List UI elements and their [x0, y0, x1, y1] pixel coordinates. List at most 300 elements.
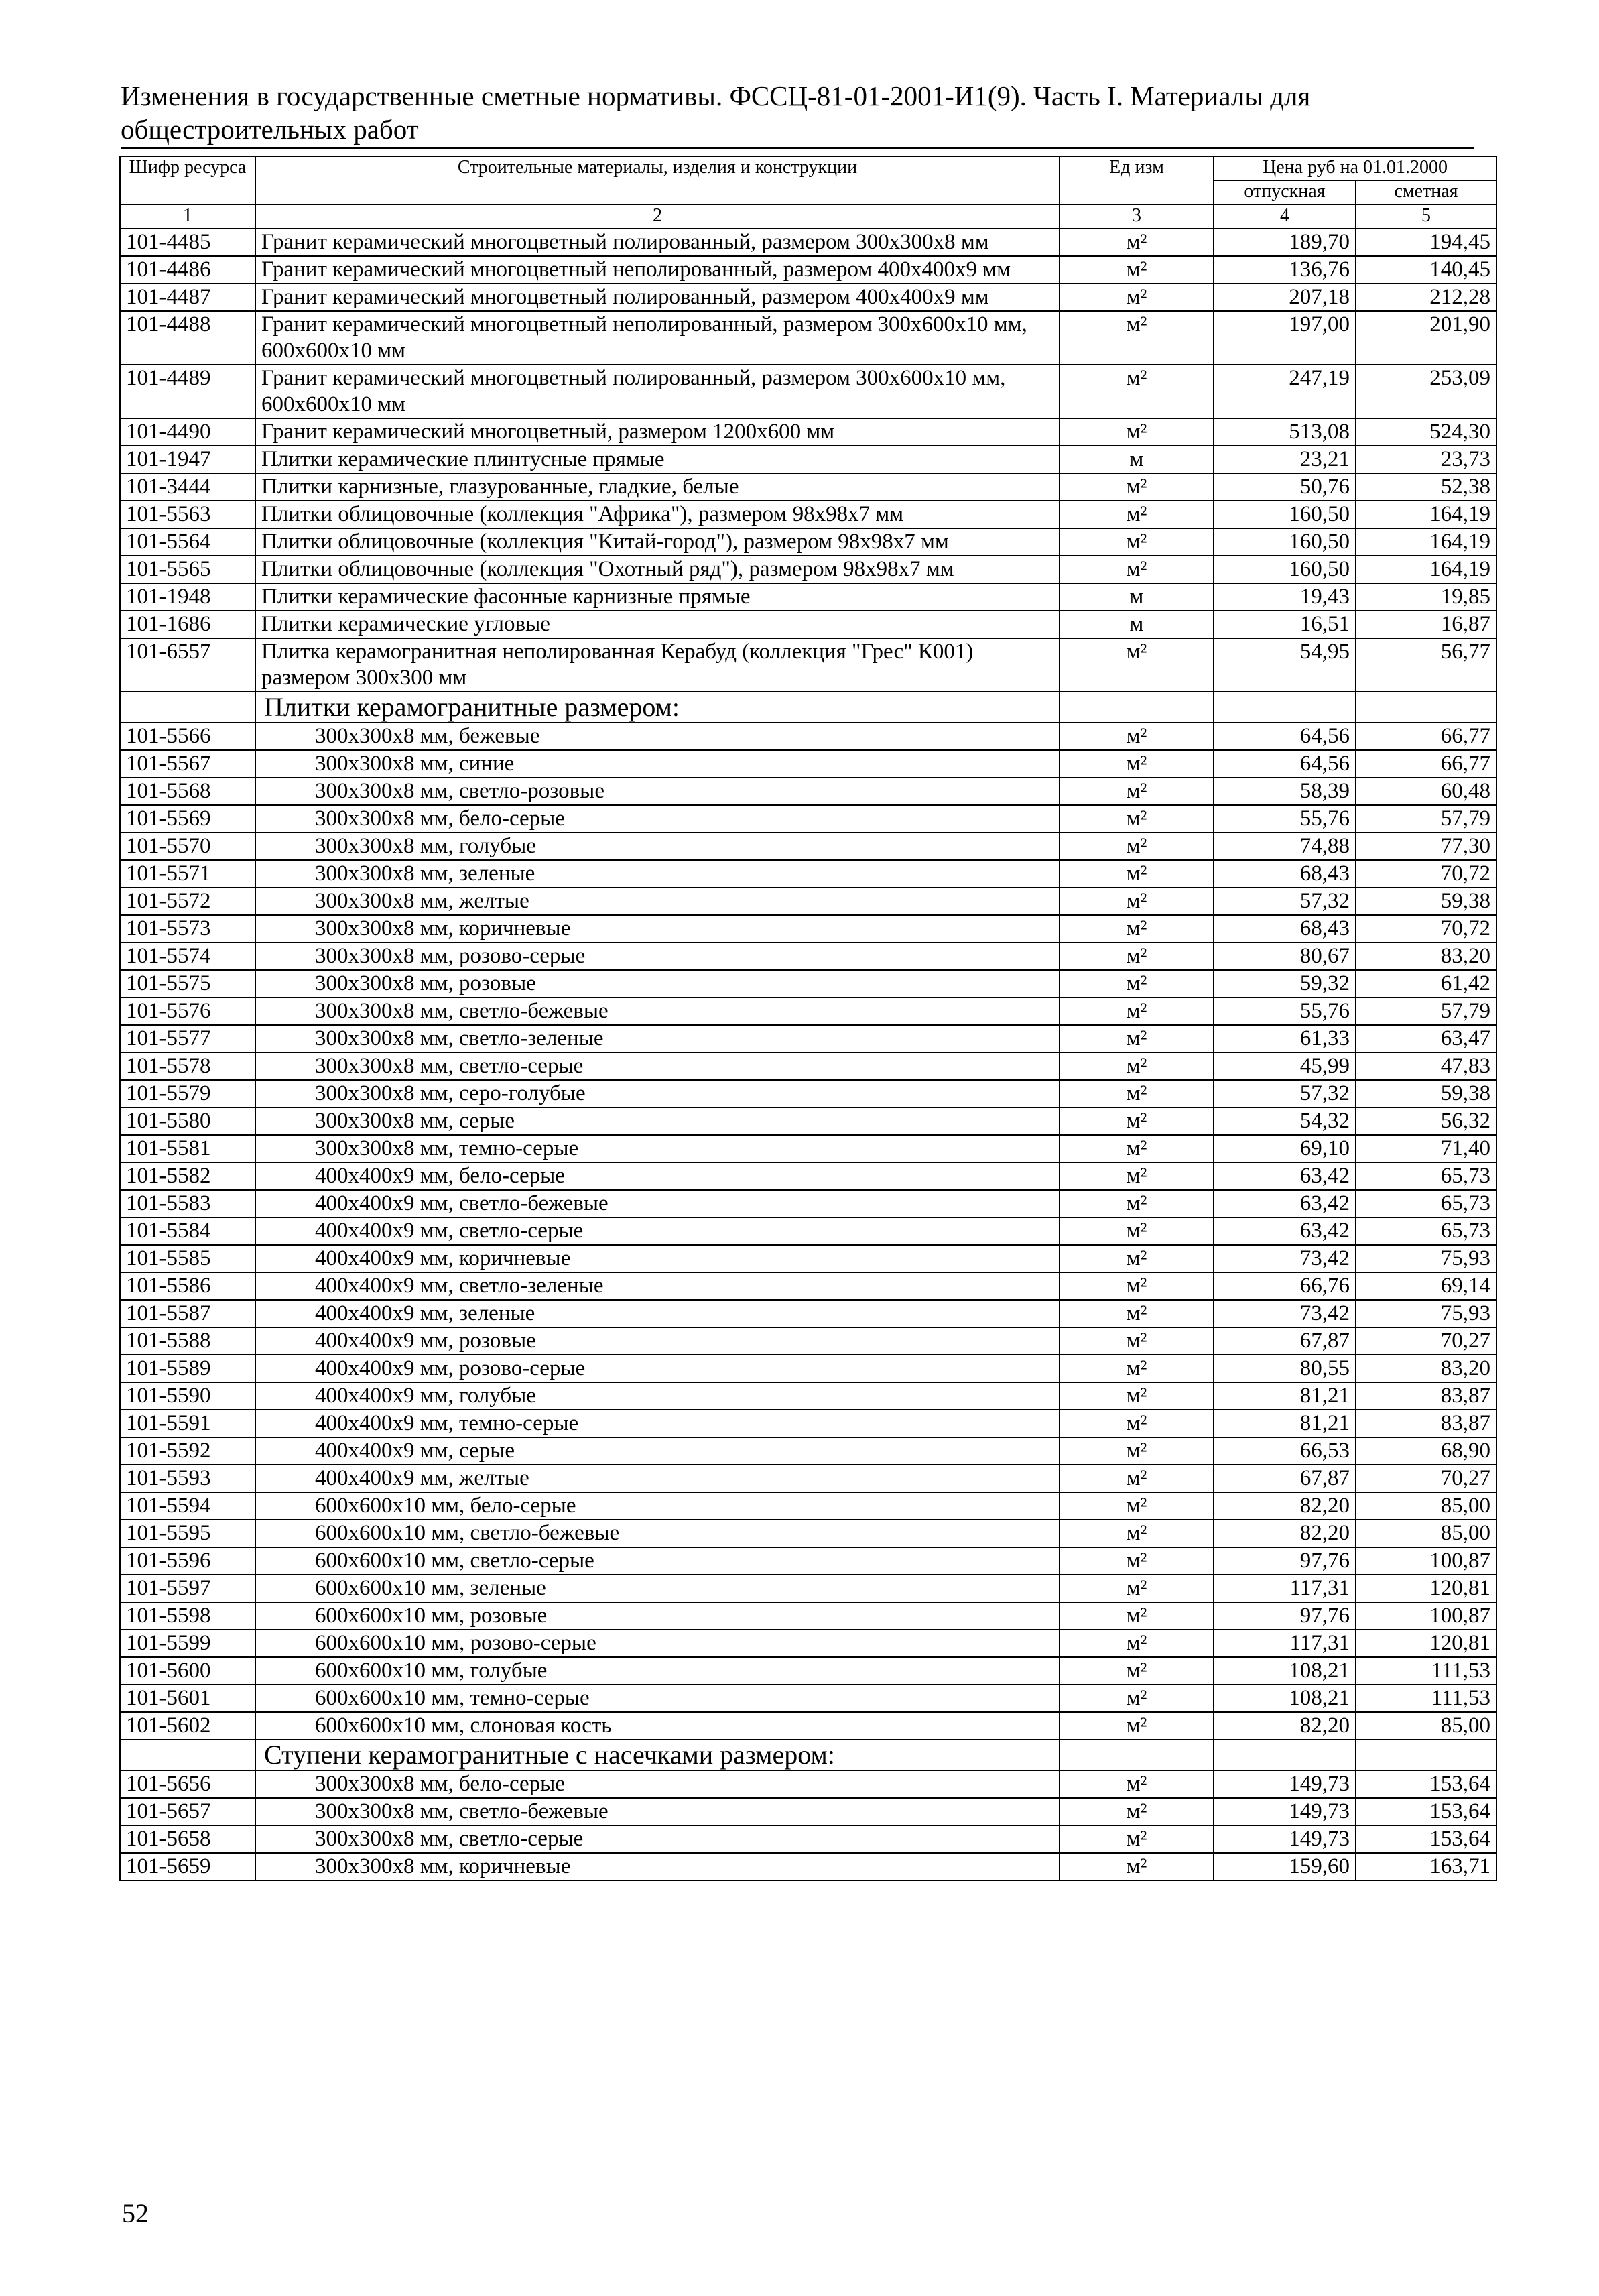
code-cell: 101-5589 — [120, 1355, 255, 1382]
code-cell: 101-5578 — [120, 1052, 255, 1080]
unit-cell: м — [1060, 583, 1214, 611]
unit-cell: м² — [1060, 1162, 1214, 1190]
unit-cell: м² — [1060, 778, 1214, 805]
section-header-steps — [120, 1740, 1496, 1770]
code-cell: 101-5584 — [120, 1217, 255, 1245]
release-price-cell: 57,32 — [1214, 888, 1356, 915]
estimate-price-cell: 61,42 — [1356, 970, 1496, 998]
code-cell: 101-1686 — [120, 611, 255, 638]
code-cell: 101-5588 — [120, 1327, 255, 1355]
table-row — [120, 1685, 1496, 1712]
code-cell: 101-5587 — [120, 1300, 255, 1327]
table-row — [120, 418, 1496, 446]
name-cell: 300х300х8 мм, светло-бежевые — [255, 998, 1060, 1025]
release-price-cell: 55,76 — [1214, 805, 1356, 833]
release-price-cell: 97,76 — [1214, 1547, 1356, 1575]
unit-cell: м² — [1060, 638, 1214, 692]
name-cell: 300х300х8 мм, светло-серые — [255, 1052, 1060, 1080]
release-price-cell: 136,76 — [1214, 256, 1356, 284]
table-body-steps — [120, 1770, 1496, 1880]
release-price-cell: 160,50 — [1214, 501, 1356, 528]
table-row — [120, 1052, 1496, 1080]
estimate-price-cell: 100,87 — [1356, 1547, 1496, 1575]
estimate-price-cell: 75,93 — [1356, 1245, 1496, 1272]
table-row — [120, 750, 1496, 778]
release-price-cell: 80,67 — [1214, 943, 1356, 970]
estimate-price-cell: 111,53 — [1356, 1685, 1496, 1712]
name-cell: Плитки керамические угловые — [255, 611, 1060, 638]
estimate-price-cell: 57,79 — [1356, 998, 1496, 1025]
release-price-cell: 63,42 — [1214, 1190, 1356, 1217]
unit-cell: м² — [1060, 1410, 1214, 1437]
estimate-price-cell: 85,00 — [1356, 1712, 1496, 1740]
release-price-cell: 74,88 — [1214, 833, 1356, 860]
name-cell: 300х300х8 мм, желтые — [255, 888, 1060, 915]
col-header-name: Строительные материалы, изделия и конструкции — [255, 156, 1060, 204]
table-row — [120, 1712, 1496, 1740]
name-cell: Плитки облицовочные (коллекция "Охотный ряд"), размером 98х98х7 мм — [255, 556, 1060, 583]
unit-cell: м² — [1060, 1437, 1214, 1465]
name-cell: 300х300х8 мм, бело-серые — [255, 1770, 1060, 1798]
estimate-price-cell: 23,73 — [1356, 446, 1496, 473]
release-price-cell: 73,42 — [1214, 1300, 1356, 1327]
release-price-cell: 67,87 — [1214, 1327, 1356, 1355]
name-cell: 400х400х9 мм, темно-серые — [255, 1410, 1060, 1437]
name-cell: 400х400х9 мм, светло-бежевые — [255, 1190, 1060, 1217]
estimate-price-cell: 83,87 — [1356, 1382, 1496, 1410]
code-cell: 101-1947 — [120, 446, 255, 473]
section-unit-cell — [1060, 692, 1214, 723]
name-cell: 300х300х8 мм, коричневые — [255, 915, 1060, 943]
estimate-price-cell: 85,00 — [1356, 1492, 1496, 1520]
name-cell: Гранит керамический многоцветный неполированный, размером 300х600х10 мм, 600х600х10 мм — [255, 311, 1060, 365]
code-cell: 101-4489 — [120, 365, 255, 418]
release-price-cell: 54,95 — [1214, 638, 1356, 692]
unit-cell: м² — [1060, 1712, 1214, 1740]
unit-cell: м² — [1060, 1107, 1214, 1135]
estimate-price-cell: 59,38 — [1356, 888, 1496, 915]
unit-cell: м² — [1060, 1657, 1214, 1685]
name-cell: 400х400х9 мм, серые — [255, 1437, 1060, 1465]
code-cell: 101-5575 — [120, 970, 255, 998]
code-cell: 101-5585 — [120, 1245, 255, 1272]
name-cell: 400х400х9 мм, коричневые — [255, 1245, 1060, 1272]
estimate-price-cell: 71,40 — [1356, 1135, 1496, 1162]
unit-cell: м² — [1060, 1190, 1214, 1217]
code-cell: 101-4485 — [120, 229, 255, 256]
estimate-price-cell: 16,87 — [1356, 611, 1496, 638]
estimate-price-cell: 100,87 — [1356, 1602, 1496, 1630]
unit-cell: м² — [1060, 229, 1214, 256]
section-price-cell — [1356, 692, 1496, 723]
unit-cell: м² — [1060, 805, 1214, 833]
code-cell: 101-5658 — [120, 1825, 255, 1853]
table-row — [120, 860, 1496, 888]
name-cell: 300х300х8 мм, светло-серые — [255, 1825, 1060, 1853]
table-row — [120, 1272, 1496, 1300]
release-price-cell: 159,60 — [1214, 1853, 1356, 1880]
table-row — [120, 473, 1496, 501]
estimate-price-cell: 56,32 — [1356, 1107, 1496, 1135]
estimate-price-cell: 120,81 — [1356, 1575, 1496, 1602]
estimate-price-cell: 47,83 — [1356, 1052, 1496, 1080]
unit-cell: м² — [1060, 1327, 1214, 1355]
table-row — [120, 1770, 1496, 1798]
table-row — [120, 583, 1496, 611]
release-price-cell: 66,53 — [1214, 1437, 1356, 1465]
table-row — [120, 1602, 1496, 1630]
estimate-price-cell: 57,79 — [1356, 805, 1496, 833]
estimate-price-cell: 65,73 — [1356, 1190, 1496, 1217]
unit-cell: м² — [1060, 1770, 1214, 1798]
header-line-1: Изменения в государственные сметные нормативы. ФССЦ-81-01-2001-И1(9). Часть I. Материалы для — [121, 80, 1311, 111]
page-number: 52 — [122, 2198, 149, 2228]
code-cell: 101-4490 — [120, 418, 255, 446]
release-price-cell: 82,20 — [1214, 1712, 1356, 1740]
unit-cell: м² — [1060, 860, 1214, 888]
estimate-price-cell: 65,73 — [1356, 1217, 1496, 1245]
code-cell: 101-5564 — [120, 528, 255, 556]
release-price-cell: 160,50 — [1214, 556, 1356, 583]
name-cell: Гранит керамический многоцветный неполированный, размером 400х400х9 мм — [255, 256, 1060, 284]
code-cell: 101-5656 — [120, 1770, 255, 1798]
unit-cell: м² — [1060, 1630, 1214, 1657]
unit-cell: м² — [1060, 501, 1214, 528]
name-cell: 300х300х8 мм, светло-розовые — [255, 778, 1060, 805]
unit-cell: м² — [1060, 970, 1214, 998]
table-row — [120, 229, 1496, 256]
estimate-price-cell: 52,38 — [1356, 473, 1496, 501]
table-row — [120, 611, 1496, 638]
estimate-price-cell: 212,28 — [1356, 284, 1496, 311]
name-cell: 600х600х10 мм, темно-серые — [255, 1685, 1060, 1712]
code-cell: 101-5567 — [120, 750, 255, 778]
estimate-price-cell: 524,30 — [1356, 418, 1496, 446]
release-price-cell: 45,99 — [1214, 1052, 1356, 1080]
release-price-cell: 160,50 — [1214, 528, 1356, 556]
release-price-cell: 23,21 — [1214, 446, 1356, 473]
table-row — [120, 1300, 1496, 1327]
release-price-cell: 66,76 — [1214, 1272, 1356, 1300]
release-price-cell: 247,19 — [1214, 365, 1356, 418]
name-cell: Гранит керамический многоцветный полированный, размером 400х400х9 мм — [255, 284, 1060, 311]
table-row — [120, 1798, 1496, 1825]
code-cell: 101-5566 — [120, 723, 255, 750]
estimate-price-cell: 70,72 — [1356, 860, 1496, 888]
estimate-price-cell: 56,77 — [1356, 638, 1496, 692]
name-cell: 600х600х10 мм, розово-серые — [255, 1630, 1060, 1657]
col-header-price-release: отпускная — [1214, 180, 1356, 204]
release-price-cell: 149,73 — [1214, 1825, 1356, 1853]
unit-cell: м² — [1060, 284, 1214, 311]
name-cell: 400х400х9 мм, розово-серые — [255, 1355, 1060, 1382]
release-price-cell: 59,32 — [1214, 970, 1356, 998]
estimate-price-cell: 153,64 — [1356, 1825, 1496, 1853]
code-cell: 101-5579 — [120, 1080, 255, 1107]
release-price-cell: 108,21 — [1214, 1685, 1356, 1712]
name-cell: Гранит керамический многоцветный, размером 1200х600 мм — [255, 418, 1060, 446]
code-cell: 101-6557 — [120, 638, 255, 692]
unit-cell: м² — [1060, 833, 1214, 860]
release-price-cell: 197,00 — [1214, 311, 1356, 365]
code-cell: 101-5571 — [120, 860, 255, 888]
unit-cell: м² — [1060, 365, 1214, 418]
table-row — [120, 311, 1496, 365]
col-number: 5 — [1356, 204, 1496, 229]
table-row — [120, 1547, 1496, 1575]
name-cell: 300х300х8 мм, голубые — [255, 833, 1060, 860]
code-cell: 101-1948 — [120, 583, 255, 611]
table-row — [120, 778, 1496, 805]
code-cell: 101-5583 — [120, 1190, 255, 1217]
unit-cell: м² — [1060, 473, 1214, 501]
name-cell: Плитки керамические плинтусные прямые — [255, 446, 1060, 473]
unit-cell: м² — [1060, 1685, 1214, 1712]
table-row — [120, 1437, 1496, 1465]
unit-cell: м² — [1060, 1798, 1214, 1825]
code-cell: 101-5600 — [120, 1657, 255, 1685]
code-cell: 101-4487 — [120, 284, 255, 311]
estimate-price-cell: 68,90 — [1356, 1437, 1496, 1465]
col-header-price: Цена руб на 01.01.2000 — [1214, 156, 1496, 180]
table-row — [120, 1410, 1496, 1437]
estimate-price-cell: 63,47 — [1356, 1025, 1496, 1052]
table-row — [120, 256, 1496, 284]
estimate-price-cell: 164,19 — [1356, 501, 1496, 528]
estimate-price-cell: 153,64 — [1356, 1770, 1496, 1798]
name-cell: 300х300х8 мм, бело-серые — [255, 805, 1060, 833]
estimate-price-cell: 164,19 — [1356, 528, 1496, 556]
table-row — [120, 501, 1496, 528]
release-price-cell: 207,18 — [1214, 284, 1356, 311]
name-cell: 600х600х10 мм, голубые — [255, 1657, 1060, 1685]
estimate-price-cell: 194,45 — [1356, 229, 1496, 256]
release-price-cell: 82,20 — [1214, 1520, 1356, 1547]
code-cell: 101-5586 — [120, 1272, 255, 1300]
release-price-cell: 63,42 — [1214, 1162, 1356, 1190]
table-row — [120, 1630, 1496, 1657]
table-row — [120, 1657, 1496, 1685]
code-cell: 101-5576 — [120, 998, 255, 1025]
release-price-cell: 82,20 — [1214, 1492, 1356, 1520]
code-cell: 101-5590 — [120, 1382, 255, 1410]
col-number: 3 — [1060, 204, 1214, 229]
table-row — [120, 723, 1496, 750]
estimate-price-cell: 66,77 — [1356, 723, 1496, 750]
unit-cell: м² — [1060, 1025, 1214, 1052]
release-price-cell: 55,76 — [1214, 998, 1356, 1025]
unit-cell: м² — [1060, 556, 1214, 583]
code-cell: 101-5657 — [120, 1798, 255, 1825]
estimate-price-cell: 83,20 — [1356, 1355, 1496, 1382]
table-row — [120, 1520, 1496, 1547]
name-cell: Гранит керамический многоцветный полированный, размером 300х600х10 мм, 600х600х10 мм — [255, 365, 1060, 418]
release-price-cell: 108,21 — [1214, 1657, 1356, 1685]
col-number: 1 — [120, 204, 255, 229]
table-row — [120, 1853, 1496, 1880]
table-row — [120, 638, 1496, 692]
price-table-head — [120, 156, 1496, 229]
name-cell: Плитки облицовочные (коллекция "Китай-город"), размером 98х98х7 мм — [255, 528, 1060, 556]
header-line-2: общестроительных работ — [121, 114, 419, 145]
table-row — [120, 943, 1496, 970]
name-cell: Плитки облицовочные (коллекция "Африка"), размером 98х98х7 мм — [255, 501, 1060, 528]
unit-cell: м² — [1060, 1245, 1214, 1272]
name-cell: 300х300х8 мм, розово-серые — [255, 943, 1060, 970]
name-cell: 600х600х10 мм, слоновая кость — [255, 1712, 1060, 1740]
table-row — [120, 970, 1496, 998]
unit-cell: м² — [1060, 1080, 1214, 1107]
estimate-price-cell: 85,00 — [1356, 1520, 1496, 1547]
name-cell: 400х400х9 мм, желтые — [255, 1465, 1060, 1492]
code-cell: 101-5591 — [120, 1410, 255, 1437]
unit-cell: м² — [1060, 1547, 1214, 1575]
estimate-price-cell: 65,73 — [1356, 1162, 1496, 1190]
table-row — [120, 998, 1496, 1025]
release-price-cell: 189,70 — [1214, 229, 1356, 256]
estimate-price-cell: 111,53 — [1356, 1657, 1496, 1685]
name-cell: 300х300х8 мм, коричневые — [255, 1853, 1060, 1880]
estimate-price-cell: 83,20 — [1356, 943, 1496, 970]
unit-cell: м² — [1060, 1300, 1214, 1327]
table-row — [120, 528, 1496, 556]
code-cell: 101-5580 — [120, 1107, 255, 1135]
estimate-price-cell: 75,93 — [1356, 1300, 1496, 1327]
page-header — [121, 79, 1474, 146]
unit-cell: м² — [1060, 1492, 1214, 1520]
release-price-cell: 58,39 — [1214, 778, 1356, 805]
name-cell: 400х400х9 мм, голубые — [255, 1382, 1060, 1410]
table-row — [120, 1355, 1496, 1382]
name-cell: 300х300х8 мм, светло-бежевые — [255, 1798, 1060, 1825]
release-price-cell: 54,32 — [1214, 1107, 1356, 1135]
name-cell: 400х400х9 мм, светло-зеленые — [255, 1272, 1060, 1300]
unit-cell: м² — [1060, 1853, 1214, 1880]
release-price-cell: 149,73 — [1214, 1798, 1356, 1825]
code-cell: 101-5582 — [120, 1162, 255, 1190]
release-price-cell: 68,43 — [1214, 915, 1356, 943]
release-price-cell: 68,43 — [1214, 860, 1356, 888]
table-row — [120, 1465, 1496, 1492]
code-cell: 101-4488 — [120, 311, 255, 365]
unit-cell: м — [1060, 611, 1214, 638]
code-cell: 101-5594 — [120, 1492, 255, 1520]
table-row — [120, 1327, 1496, 1355]
table-row — [120, 1217, 1496, 1245]
table-row — [120, 1107, 1496, 1135]
col-header-unit: Ед изм — [1060, 156, 1214, 204]
name-cell: 300х300х8 мм, бежевые — [255, 723, 1060, 750]
price-table — [119, 156, 1497, 1881]
release-price-cell: 97,76 — [1214, 1602, 1356, 1630]
estimate-price-cell: 201,90 — [1356, 311, 1496, 365]
estimate-price-cell: 83,87 — [1356, 1410, 1496, 1437]
table-row — [120, 1825, 1496, 1853]
unit-cell: м² — [1060, 1520, 1214, 1547]
estimate-price-cell: 70,72 — [1356, 915, 1496, 943]
unit-cell: м² — [1060, 1825, 1214, 1853]
header-rule — [121, 147, 1474, 149]
name-cell: 400х400х9 мм, светло-серые — [255, 1217, 1060, 1245]
name-cell: 600х600х10 мм, бело-серые — [255, 1492, 1060, 1520]
name-cell: 600х600х10 мм, розовые — [255, 1602, 1060, 1630]
release-price-cell: 81,21 — [1214, 1410, 1356, 1437]
estimate-price-cell: 140,45 — [1356, 256, 1496, 284]
release-price-cell: 81,21 — [1214, 1382, 1356, 1410]
code-cell: 101-5574 — [120, 943, 255, 970]
code-cell: 101-5592 — [120, 1437, 255, 1465]
table-row — [120, 1025, 1496, 1052]
release-price-cell: 73,42 — [1214, 1245, 1356, 1272]
estimate-price-cell: 163,71 — [1356, 1853, 1496, 1880]
unit-cell: м² — [1060, 311, 1214, 365]
code-cell: 101-5595 — [120, 1520, 255, 1547]
unit-cell: м² — [1060, 943, 1214, 970]
unit-cell: м² — [1060, 1382, 1214, 1410]
unit-cell: м² — [1060, 750, 1214, 778]
table-row — [120, 1080, 1496, 1107]
code-cell: 101-5565 — [120, 556, 255, 583]
release-price-cell: 19,43 — [1214, 583, 1356, 611]
table-row — [120, 556, 1496, 583]
unit-cell: м² — [1060, 418, 1214, 446]
release-price-cell: 69,10 — [1214, 1135, 1356, 1162]
name-cell: 400х400х9 мм, зеленые — [255, 1300, 1060, 1327]
estimate-price-cell: 70,27 — [1356, 1327, 1496, 1355]
code-cell: 101-5572 — [120, 888, 255, 915]
code-cell: 101-5597 — [120, 1575, 255, 1602]
section-code-cell — [120, 1740, 255, 1770]
table-row — [120, 833, 1496, 860]
unit-cell: м² — [1060, 256, 1214, 284]
code-cell: 101-5563 — [120, 501, 255, 528]
name-cell: Плитка керамогранитная неполированная Керабуд (коллекция "Грес" К001) размером 300х300 мм — [255, 638, 1060, 692]
section-price-cell — [1214, 1740, 1356, 1770]
section-header-tiles — [120, 692, 1496, 723]
name-cell: 300х300х8 мм, темно-серые — [255, 1135, 1060, 1162]
section-title: Ступени керамогранитные с насечками размером: — [255, 1740, 1060, 1770]
code-cell: 101-5581 — [120, 1135, 255, 1162]
release-price-cell: 64,56 — [1214, 723, 1356, 750]
name-cell: 600х600х10 мм, зеленые — [255, 1575, 1060, 1602]
release-price-cell: 57,32 — [1214, 1080, 1356, 1107]
code-cell: 101-5577 — [120, 1025, 255, 1052]
code-cell: 101-5598 — [120, 1602, 255, 1630]
release-price-cell: 64,56 — [1214, 750, 1356, 778]
name-cell: 600х600х10 мм, светло-серые — [255, 1547, 1060, 1575]
name-cell: 300х300х8 мм, розовые — [255, 970, 1060, 998]
col-header-price-estimate: сметная — [1356, 180, 1496, 204]
release-price-cell: 16,51 — [1214, 611, 1356, 638]
name-cell: 300х300х8 мм, светло-зеленые — [255, 1025, 1060, 1052]
table-row — [120, 1245, 1496, 1272]
estimate-price-cell: 77,30 — [1356, 833, 1496, 860]
unit-cell: м² — [1060, 1272, 1214, 1300]
code-cell: 101-5573 — [120, 915, 255, 943]
code-cell: 101-5569 — [120, 805, 255, 833]
code-cell: 101-3444 — [120, 473, 255, 501]
col-number: 4 — [1214, 204, 1356, 229]
unit-cell: м² — [1060, 1602, 1214, 1630]
code-cell: 101-5596 — [120, 1547, 255, 1575]
name-cell: 400х400х9 мм, бело-серые — [255, 1162, 1060, 1190]
unit-cell: м² — [1060, 1135, 1214, 1162]
estimate-price-cell: 70,27 — [1356, 1465, 1496, 1492]
unit-cell: м² — [1060, 1217, 1214, 1245]
code-cell: 101-5601 — [120, 1685, 255, 1712]
code-cell: 101-5602 — [120, 1712, 255, 1740]
name-cell: Плитки керамические фасонные карнизные прямые — [255, 583, 1060, 611]
